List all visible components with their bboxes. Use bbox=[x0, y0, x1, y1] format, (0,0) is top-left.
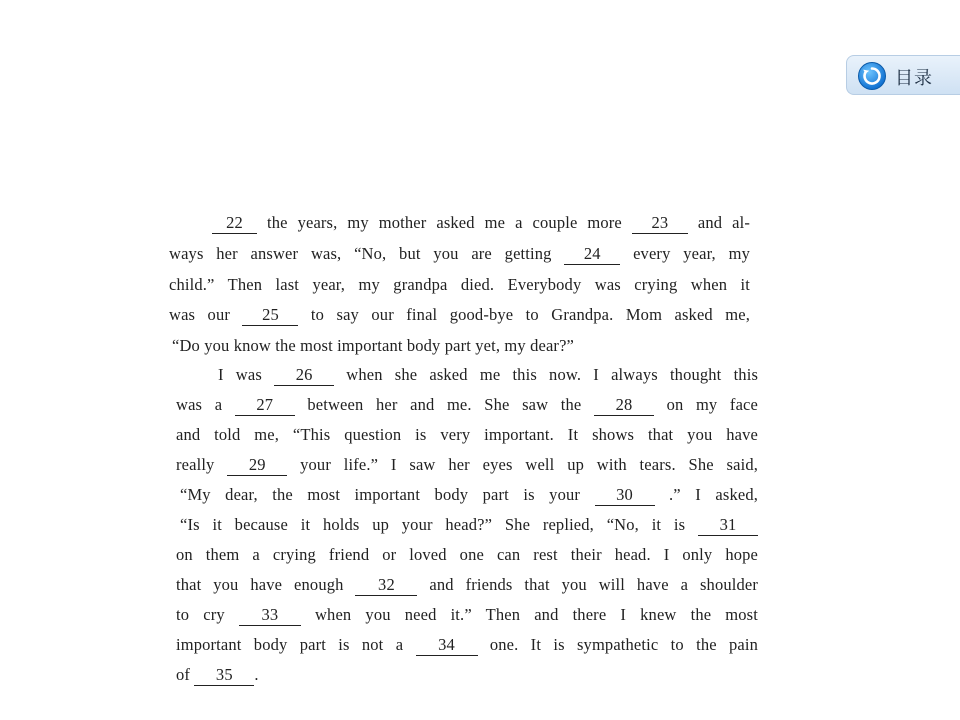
blank-30: 30 bbox=[595, 485, 655, 506]
line-text: important body part is not a bbox=[176, 635, 404, 654]
passage-line bbox=[176, 422, 758, 448]
blank-32: 32 bbox=[355, 575, 417, 596]
blank-27: 27 bbox=[235, 395, 295, 416]
passage-line bbox=[180, 482, 758, 508]
passage-line bbox=[176, 662, 376, 688]
line-text: to cry bbox=[176, 605, 225, 624]
passage-line bbox=[169, 241, 750, 267]
line-text: and told me, “This question is very important. It shows that you have bbox=[176, 425, 758, 444]
line-text: on my face bbox=[666, 395, 758, 414]
blank-28: 28 bbox=[594, 395, 654, 416]
line-text: . bbox=[254, 665, 259, 684]
line-text: your life.” I saw her eyes well up with tears. She said, bbox=[300, 455, 759, 474]
blank-23: 23 bbox=[632, 213, 688, 234]
line-text: that you have enough bbox=[176, 575, 344, 594]
blank-24: 24 bbox=[564, 244, 620, 265]
line-text: ways her answer was, “No, but you are getting bbox=[169, 244, 552, 263]
line-text: was a bbox=[176, 395, 223, 414]
passage-line bbox=[176, 392, 758, 418]
passage-line bbox=[218, 362, 758, 388]
toc-label: 目录 bbox=[895, 68, 933, 89]
passage-line bbox=[176, 542, 758, 568]
line-text: “Do you know the most important body part yet, my dear?” bbox=[172, 336, 575, 355]
passage-line bbox=[212, 210, 750, 236]
passage-line bbox=[172, 333, 650, 359]
line-text: between her and me. She saw the bbox=[307, 395, 582, 414]
passage-line bbox=[176, 602, 758, 628]
line-text: to say our final good-bye to Grandpa. Mom asked me, bbox=[310, 305, 750, 324]
passage-line bbox=[180, 512, 758, 538]
line-text: on them a crying friend or loved one can rest their head. I only hope bbox=[176, 545, 758, 564]
line-text: was our bbox=[169, 305, 231, 324]
blank-34: 34 bbox=[416, 635, 478, 656]
blank-25: 25 bbox=[242, 305, 298, 326]
line-text: .” I asked, bbox=[669, 485, 758, 504]
line-text: I was bbox=[218, 365, 262, 384]
line-text: every year, my bbox=[633, 244, 750, 263]
line-text: the years, my mother asked me a couple more bbox=[266, 213, 622, 232]
passage-line bbox=[176, 452, 758, 478]
line-text: really bbox=[176, 455, 215, 474]
line-text: when you need it.” Then and there I knew the most bbox=[314, 605, 758, 624]
line-text: of bbox=[176, 665, 191, 684]
blank-31: 31 bbox=[698, 515, 758, 536]
line-text: and friends that you will have a shoulder bbox=[429, 575, 758, 594]
blank-29: 29 bbox=[227, 455, 287, 476]
blank-22: 22 bbox=[212, 213, 257, 234]
line-text: child.” Then last year, my grandpa died. Everybody was crying when it bbox=[169, 275, 750, 294]
line-text: and al- bbox=[697, 213, 750, 232]
line-text: one. It is sympathetic to the pain bbox=[489, 635, 759, 654]
blank-33: 33 bbox=[239, 605, 301, 626]
passage-line bbox=[169, 302, 750, 328]
line-text: when she asked me this now. I always thought this bbox=[346, 365, 759, 384]
passage-line bbox=[176, 632, 758, 658]
passage-line bbox=[176, 572, 758, 598]
line-text: “My dear, the most important body part is your bbox=[180, 485, 581, 504]
line-text: “Is it because it holds up your head?” She replied, “No, it is bbox=[180, 515, 686, 534]
blank-26: 26 bbox=[274, 365, 334, 386]
blank-35: 35 bbox=[194, 665, 254, 686]
passage-line bbox=[169, 272, 750, 298]
